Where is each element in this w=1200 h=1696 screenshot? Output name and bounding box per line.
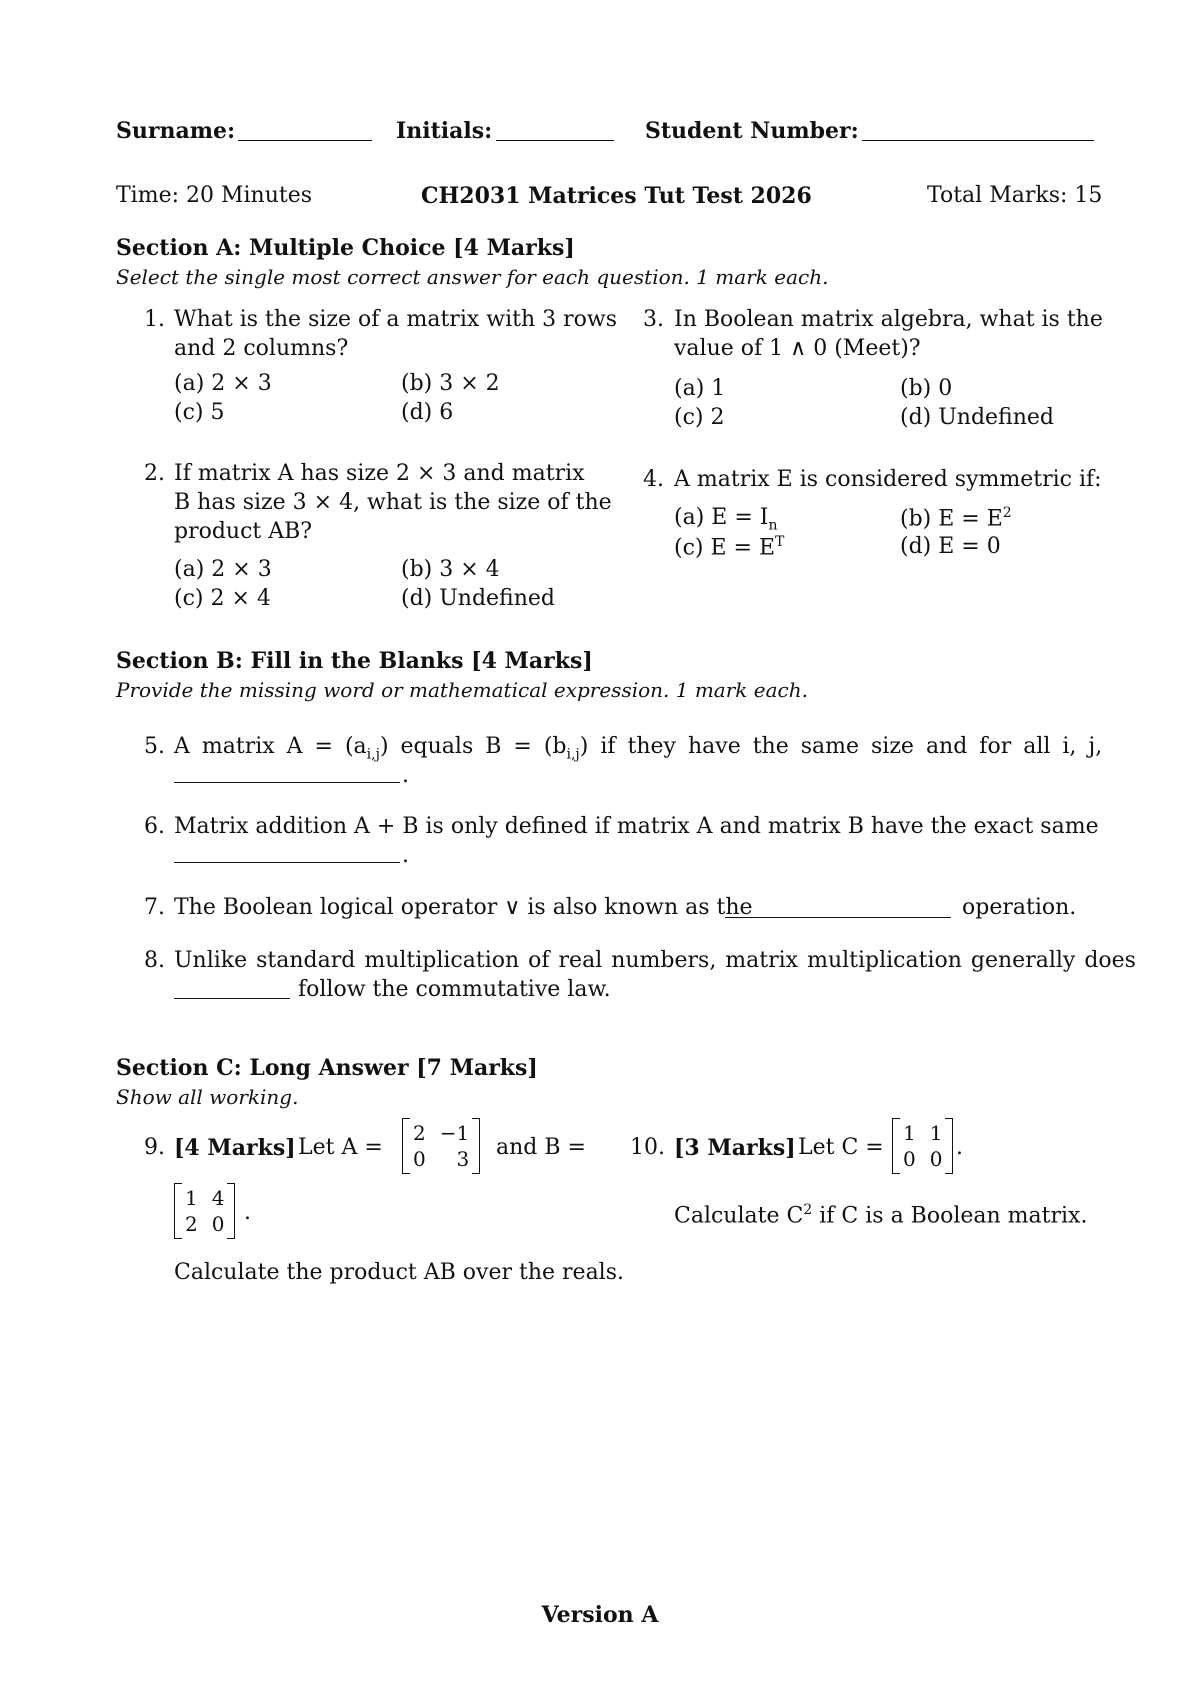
answer-blank[interactable] [174,764,400,783]
total-marks: Total Marks: 15 [927,183,1103,208]
question-number: 10. [630,1135,665,1160]
option-c[interactable]: (c) 2 × 4 [174,586,271,611]
matrix-a [402,1118,480,1174]
q5-subscript1: i,j [366,746,380,763]
section-b-heading: Section B: Fill in the Blanks [4 Marks] [116,648,593,674]
option-b-text: (b) E = E [900,506,1003,532]
option-c[interactable]: (c) 2 [674,405,725,430]
and-text: and B = [496,1135,586,1160]
question-text [174,734,1102,762]
left-bracket [892,1118,900,1174]
q5-subscript2: i,j [566,746,580,763]
period: . [402,843,409,868]
period: . [402,763,409,788]
option-b[interactable] [900,505,1012,531]
option-d[interactable]: (d) 6 [401,400,454,425]
question-number: 8. [144,948,165,973]
matrix-cell: 0 [929,1147,943,1171]
period: . [244,1200,251,1225]
matrix-cell: 1 [185,1186,198,1210]
option-d[interactable]: (d) Undefined [900,405,1054,430]
question-text-line1: What is the size of a matrix with 3 rows [174,307,618,332]
option-b-superscript: 2 [1002,505,1012,521]
task-text-end: if C is a Boolean matrix. [819,1203,1088,1229]
matrix-cell: 1 [903,1121,916,1145]
q5-part3: ) if they have the same size and for all i, j, [579,734,1103,759]
question-task: Calculate the product AB over the reals. [174,1260,625,1285]
option-b[interactable]: (b) 3 × 4 [401,557,500,582]
question-number: 2. [144,461,165,486]
student-number-blank[interactable] [862,122,1094,141]
question-text-line2: value of 1 ∧ 0 (Meet)? [674,336,921,361]
option-c[interactable] [674,534,784,560]
option-a[interactable]: (a) 2 × 3 [174,371,272,396]
question-number: 9. [144,1135,165,1160]
question-number: 1. [144,307,165,332]
answer-blank[interactable] [725,899,951,918]
right-bracket [945,1118,953,1174]
version-footer: Version A [541,1602,659,1628]
right-bracket [227,1183,235,1239]
matrix-cell: 4 [211,1186,225,1210]
section-a-heading: Section A: Multiple Choice [4 Marks] [116,235,575,261]
question-text-end: operation. [962,895,1077,920]
answer-blank[interactable] [174,844,400,863]
matrix-cell: 3 [456,1147,470,1171]
question-text-line1: If matrix A has size 2 × 3 and matrix [174,461,585,486]
question-number: 5. [144,734,165,759]
option-a-subscript: n [768,517,778,534]
matrix-cell: 0 [413,1147,426,1171]
option-c-text: (c) E = E [674,535,776,561]
option-a[interactable] [674,505,777,533]
matrix-cell: 1 [929,1121,943,1145]
task-superscript: 2 [803,1202,813,1218]
question-marks: [4 Marks] [174,1135,296,1161]
question-marks: [3 Marks] [674,1135,796,1161]
question-text-line2: B has size 3 × 4, what is the size of the [174,490,612,515]
question-number: 7. [144,895,165,920]
question-task [674,1202,1087,1228]
question-text: Matrix addition A + B is only defined if matrix A and matrix B have the exact same [174,814,1099,839]
surname-blank[interactable] [238,122,372,141]
section-b-instructions: Provide the missing word or mathematical expression. 1 mark each. [116,678,808,702]
matrix-cell: 2 [413,1121,426,1145]
matrix-c [892,1118,953,1174]
matrix-cell: 0 [903,1147,916,1171]
option-a[interactable]: (a) 1 [674,376,726,401]
question-number: 3. [643,307,664,332]
question-number: 6. [144,814,165,839]
surname-label: Surname: [116,118,236,144]
section-a-instructions: Select the single most correct answer for each question. 1 mark each. [116,265,829,289]
option-a[interactable]: (a) 2 × 3 [174,557,272,582]
question-text-line2: follow the commutative law. [298,977,611,1002]
let-text: Let A = [298,1135,383,1160]
matrix-cell: 0 [211,1212,225,1236]
option-d[interactable]: (d) Undefined [401,586,555,611]
matrix-cell: −1 [439,1121,470,1145]
question-text-line1: A matrix E is considered symmetric if: [674,467,1102,492]
initials-label: Initials: [396,118,493,144]
option-d[interactable]: (d) E = 0 [900,534,1001,559]
student-number-label: Student Number: [645,118,859,144]
matrix-cell: 2 [185,1212,198,1236]
option-c-superscript: T [775,534,785,550]
question-text-line1: Unlike standard multiplication of real numbers, matrix multiplication generally does [174,948,1136,973]
section-c-instructions: Show all working. [116,1085,299,1109]
option-b[interactable]: (b) 3 × 2 [401,371,500,396]
question-number: 4. [643,467,664,492]
task-text: Calculate C [674,1203,804,1229]
option-b[interactable]: (b) 0 [900,376,953,401]
question-text-line2: and 2 columns? [174,336,349,361]
let-text: Let C = [798,1135,884,1160]
section-c-heading: Section C: Long Answer [7 Marks] [116,1055,538,1081]
option-c[interactable]: (c) 5 [174,400,225,425]
page-title: CH2031 Matrices Tut Test 2026 [421,183,812,209]
initials-blank[interactable] [496,122,614,141]
q5-part2: ) equals B = (b [379,734,567,759]
right-bracket [472,1118,480,1174]
left-bracket [174,1183,182,1239]
q5-part1: A matrix A = (a [174,734,367,759]
period: . [956,1135,963,1160]
answer-blank[interactable] [174,980,290,999]
left-bracket [402,1118,410,1174]
option-a-text: (a) E = I [674,505,769,530]
question-text-line1: In Boolean matrix algebra, what is the [674,307,1103,332]
question-text-line3: product AB? [174,519,313,544]
matrix-b [174,1183,235,1239]
question-text: The Boolean logical operator ∨ is also known as the [174,895,753,920]
time-info: Time: 20 Minutes [116,183,313,208]
